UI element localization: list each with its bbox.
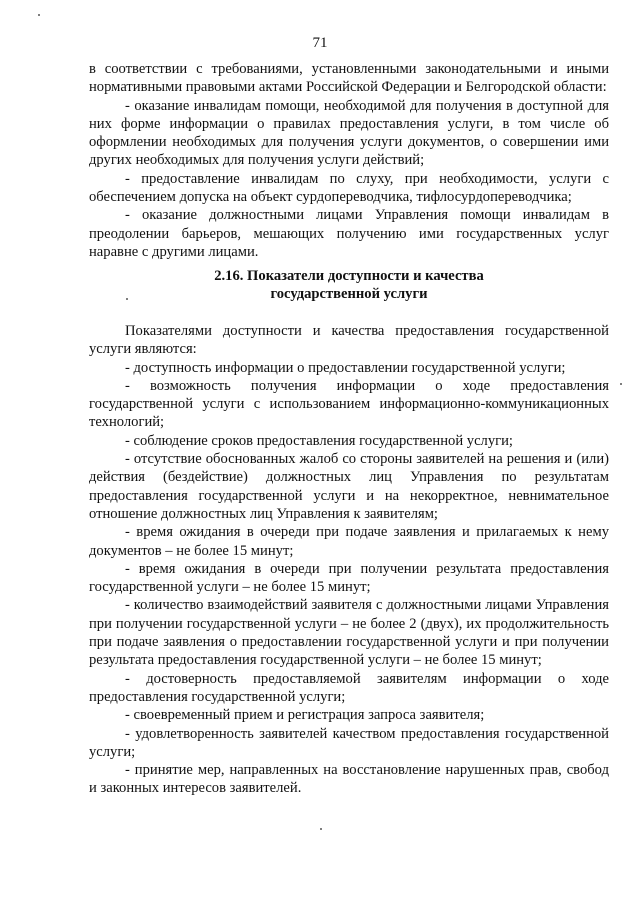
list-item: - оказание инвалидам помощи, необходимой для получения в доступной для них форме информации о правилах предоставления услуги, в том числе об оформлении необходимых для получения услуги документов, о совершении ими других необходимых для получения услуги действий; [89, 97, 609, 169]
list-item: - возможность получения информации о ходе предоставления государственной услуги с использованием информационно-коммуникационных технологий; [89, 377, 609, 431]
paragraph: в соответствии с требованиями, установленными законодательными и иными нормативными правовыми актами Российской Федерации и Белгородской области: [89, 61, 609, 96]
paragraph: Показателями доступности и качества предоставления государственной услуги являются: [89, 323, 609, 358]
list-item: - предоставление инвалидам по слуху, при необходимости, услуги с обеспечением допуска на объект сурдопереводчика, тифлосурдопереводчика; [89, 170, 609, 206]
section-heading [89, 267, 609, 304]
list-item: - доступность информации о предоставлении государственной услуги; [125, 359, 566, 376]
list-item: - достоверность предоставляемой заявителям информации о ходе предоставления государственной услуги; [89, 670, 609, 705]
scan-speck [620, 383, 622, 385]
list-item: - время ожидания в очереди при подаче заявления и прилагаемых к нему документов – не более 15 минут; [89, 524, 609, 559]
quality-indicators-text [89, 322, 609, 798]
list-item: - своевременный прием и регистрация запроса заявителя; [125, 707, 485, 724]
list-item: - удовлетворенность заявителей качеством предоставления государственной услуги; [89, 725, 609, 760]
page-number: 71 [312, 35, 328, 51]
scan-speck [320, 828, 322, 830]
accessibility-measures-text [89, 60, 609, 261]
list-item: - время ожидания в очереди при получении результата предоставления государственной услуги – не более 15 минут; [89, 560, 609, 596]
list-item: - соблюдение сроков предоставления государственной услуги; [125, 432, 513, 449]
scan-speck [126, 298, 128, 300]
scan-speck [38, 14, 40, 16]
list-item: - количество взаимодействий заявителя с должностными лицами Управления при получении государственной услуги – не более 2 (двух), их продолжительность при подаче заявления о предоставлении государственной услуги и при получении результата предоставления государственной услуги – не более 15 минут; [89, 597, 609, 669]
list-item: - отсутствие обоснованных жалоб со стороны заявителей на решения и (или) действия (бездействие) должностных лиц Управления по результатам предоставления государственной услуги и на некорректное, невнимательное отношение должностных лиц Управления к заявителям; [89, 451, 609, 522]
list-item: - принятие мер, направленных на восстановление нарушенных прав, свобод и законных интересов заявителей. [89, 762, 609, 797]
section-heading-line: государственной услуги [270, 286, 428, 303]
section-heading-line: 2.16. Показатели доступности и качества [214, 268, 484, 284]
list-item: - оказание должностными лицами Управления помощи инвалидам в преодолении барьеров, мешающих получению ими государственных услуг наравне с другими лицами. [89, 207, 609, 260]
